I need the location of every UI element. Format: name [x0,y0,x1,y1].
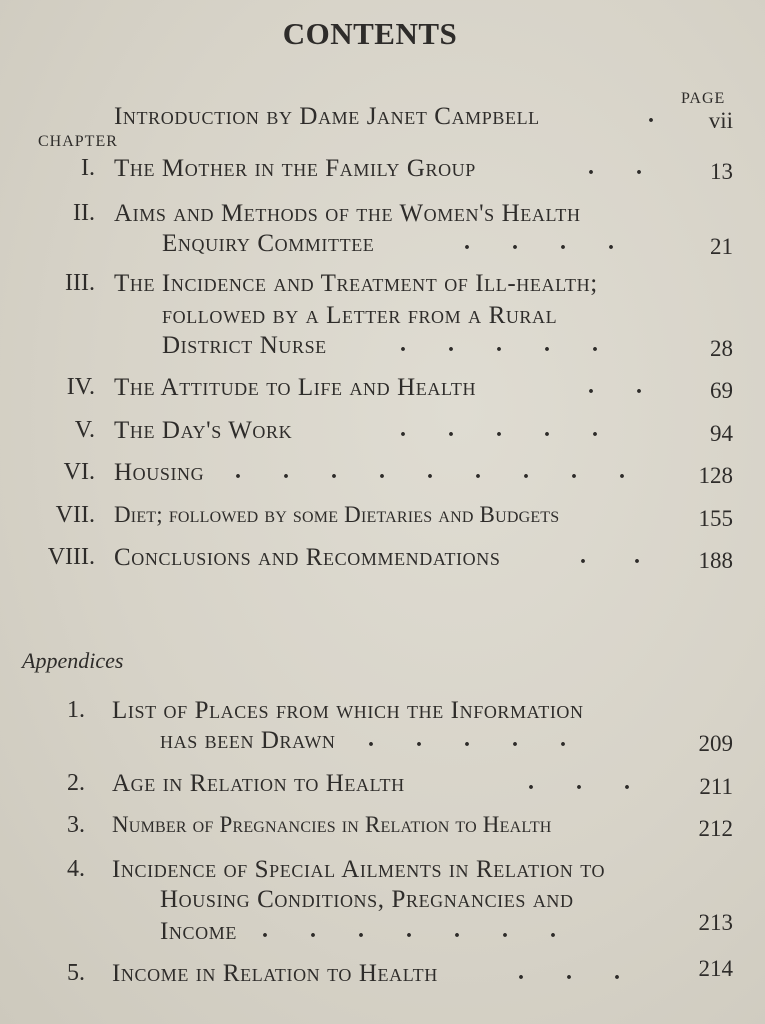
appendix-page: 214 [698,956,733,981]
appendix-number: 1. [67,697,85,723]
leader-dots: . . [588,154,642,180]
leader-dots: . . . . . [368,726,566,752]
chapter-page: 155 [698,506,733,531]
leader-dots: . . . . . [400,416,598,442]
appendix-page: 211 [699,774,733,799]
chapter-title-line: Aims and Methods of the Women's Health [114,200,581,227]
chapter-title-line: The Incidence and Treatment of Ill-health; [114,270,598,297]
chapter-page: 13 [710,159,733,184]
appendix-number: 3. [67,812,85,838]
appendix-page: 212 [698,816,733,841]
appendix-number: 4. [67,856,85,882]
appendix-title: Income in Relation to Health [112,960,438,987]
page-column-label: PAGE [681,90,726,107]
leader-dots: . . . [528,769,630,795]
chapter-title: The Attitude to Life and Health [114,374,477,401]
leader-dots: . . [588,373,642,399]
appendix-title-line: has been Drawn [160,727,336,754]
appendix-title: Age in Relation to Health [112,770,405,797]
chapter-number: II. [73,200,95,226]
page-title: CONTENTS [282,16,458,51]
chapter-number: III. [65,270,95,296]
appendix-title-line: List of Places from which the Information [112,697,584,724]
chapter-number: VII. [55,502,95,528]
chapter-title: Housing [114,459,205,486]
chapter-page: 69 [710,378,733,403]
leader-dots: . . . . [464,229,614,255]
leader-dots: . . . [518,959,620,985]
chapter-number: VI. [63,459,95,485]
chapter-title-line: District Nurse [162,332,327,359]
chapter-title-line: Enquiry Committee [162,230,375,257]
chapter-title: The Mother in the Family Group [114,155,476,182]
leader-dots: . [648,102,654,128]
appendix-title-line: Income [160,918,237,945]
appendix-page: 209 [698,731,733,756]
chapter-title: Conclusions and Recommendations [114,544,501,571]
chapter-title: The Day's Work [114,417,293,444]
leader-dots: . . . . . [400,331,598,357]
chapter-page: 188 [698,548,733,573]
appendix-title-line: Housing Conditions, Pregnancies and [160,886,574,913]
chapter-number: IV. [66,374,95,400]
appendix-page: 213 [698,910,733,935]
appendix-number: 5. [67,960,85,986]
chapter-page: 94 [710,421,733,446]
appendix-number: 2. [67,770,85,796]
appendix-title: Number of Pregnancies in Relation to Health [112,812,552,837]
chapter-page: 128 [698,463,733,488]
chapter-number: I. [81,155,95,181]
leader-dots: . . . . . . . . . [235,458,625,484]
introduction-title: Introduction by Dame Janet Campbell [114,103,540,130]
chapter-page: 28 [710,336,733,361]
leader-dots: . . . . . . . [262,917,556,943]
chapter-title: Diet; followed by some Dietaries and Budgets [114,502,560,527]
appendix-title-line: Incidence of Special Ailments in Relation to [112,856,606,883]
appendices-heading: Appendices [22,648,124,673]
chapter-title-line: followed by a Letter from a Rural [162,302,558,329]
chapter-number: VIII. [47,544,95,570]
chapter-number: V. [74,417,95,443]
chapter-page: 21 [710,234,733,259]
introduction-page: vii [708,108,733,133]
chapter-column-label: CHAPTER [38,133,118,150]
leader-dots: . . [580,543,640,569]
